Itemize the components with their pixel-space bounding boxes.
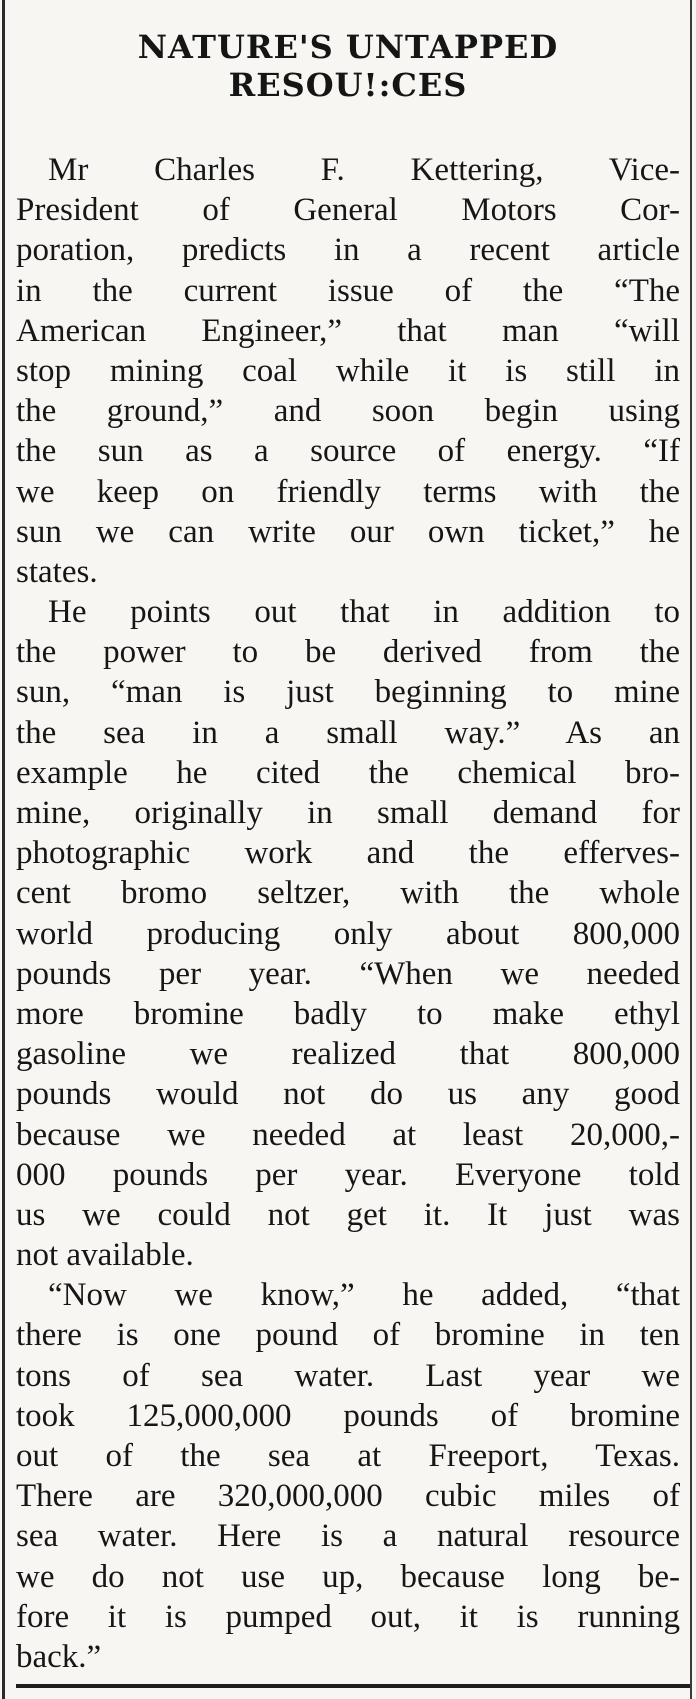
article-line: cent bromo seltzer, with the whole	[16, 875, 680, 912]
article-line: stop mining coal while it is still in	[16, 352, 680, 389]
article-line: photographic work and the efferves-	[16, 835, 680, 872]
article-line: “Now we know,” he added, “that	[48, 1277, 680, 1314]
article-line: the power to be derived from the	[16, 634, 680, 671]
article-line: world producing only about 800,000	[16, 915, 680, 952]
headline-line-2: RESOU!:CES	[228, 66, 468, 104]
article-line: took 125,000,000 pounds of bromine	[16, 1397, 680, 1434]
article-line: American Engineer,” that man “will	[16, 312, 680, 349]
article-line: example he cited the chemical bro-	[16, 754, 680, 791]
article-line: we keep on friendly terms with the	[16, 473, 680, 510]
article-line: sea water. Here is a natural resource	[16, 1518, 680, 1555]
article-line: fore it is pumped out, it is running	[16, 1598, 680, 1635]
left-column-rule	[2, 0, 5, 1699]
article-line: the sea in a small way.” As an	[16, 714, 680, 751]
article-line: He points out that in addition to	[48, 594, 680, 631]
article-line: sun, “man is just beginning to mine	[16, 674, 680, 711]
article-line: us we could not get it. It just was	[16, 1196, 680, 1233]
article-line: sun we can write our own ticket,” he	[16, 513, 680, 550]
article-line: 000 pounds per year. Everyone told	[16, 1156, 680, 1193]
bottom-rule	[16, 1684, 690, 1688]
article-line: gasoline we realized that 800,000	[16, 1036, 680, 1073]
article-line: we do not use up, because long be-	[16, 1558, 680, 1595]
article-line: back.”	[16, 1638, 102, 1675]
article-body	[16, 150, 680, 1677]
article-line: states.	[16, 553, 98, 590]
article-line: There are 320,000,000 cubic miles of	[16, 1478, 680, 1515]
article-headline	[0, 28, 696, 104]
article-line: more bromine badly to make ethyl	[16, 995, 680, 1032]
article-line: there is one pound of bromine in ten	[16, 1317, 680, 1354]
right-column-rule	[690, 0, 692, 1699]
article-line: tons of sea water. Last year we	[16, 1357, 680, 1394]
article-line: President of General Motors Cor-	[16, 192, 680, 229]
headline-line-1: NATURE'S UNTAPPED	[137, 28, 559, 66]
article-line: out of the sea at Freeport, Texas.	[16, 1438, 680, 1474]
article-line: the sun as a source of energy. “If	[16, 433, 680, 470]
article-line: because we needed at least 20,000,-	[16, 1116, 680, 1153]
article-line: the ground,” and soon begin using	[16, 393, 680, 430]
article-line: in the current issue of the “The	[16, 272, 680, 309]
article-line: Mr Charles F. Kettering, Vice-	[48, 152, 680, 188]
article-line: pounds per year. “When we needed	[16, 955, 680, 992]
article-line: mine, originally in small demand for	[16, 795, 680, 831]
article-line: not available.	[16, 1237, 194, 1274]
article-line: pounds would not do us any good	[16, 1076, 680, 1113]
article-line: poration, predicts in a recent article	[16, 232, 680, 269]
